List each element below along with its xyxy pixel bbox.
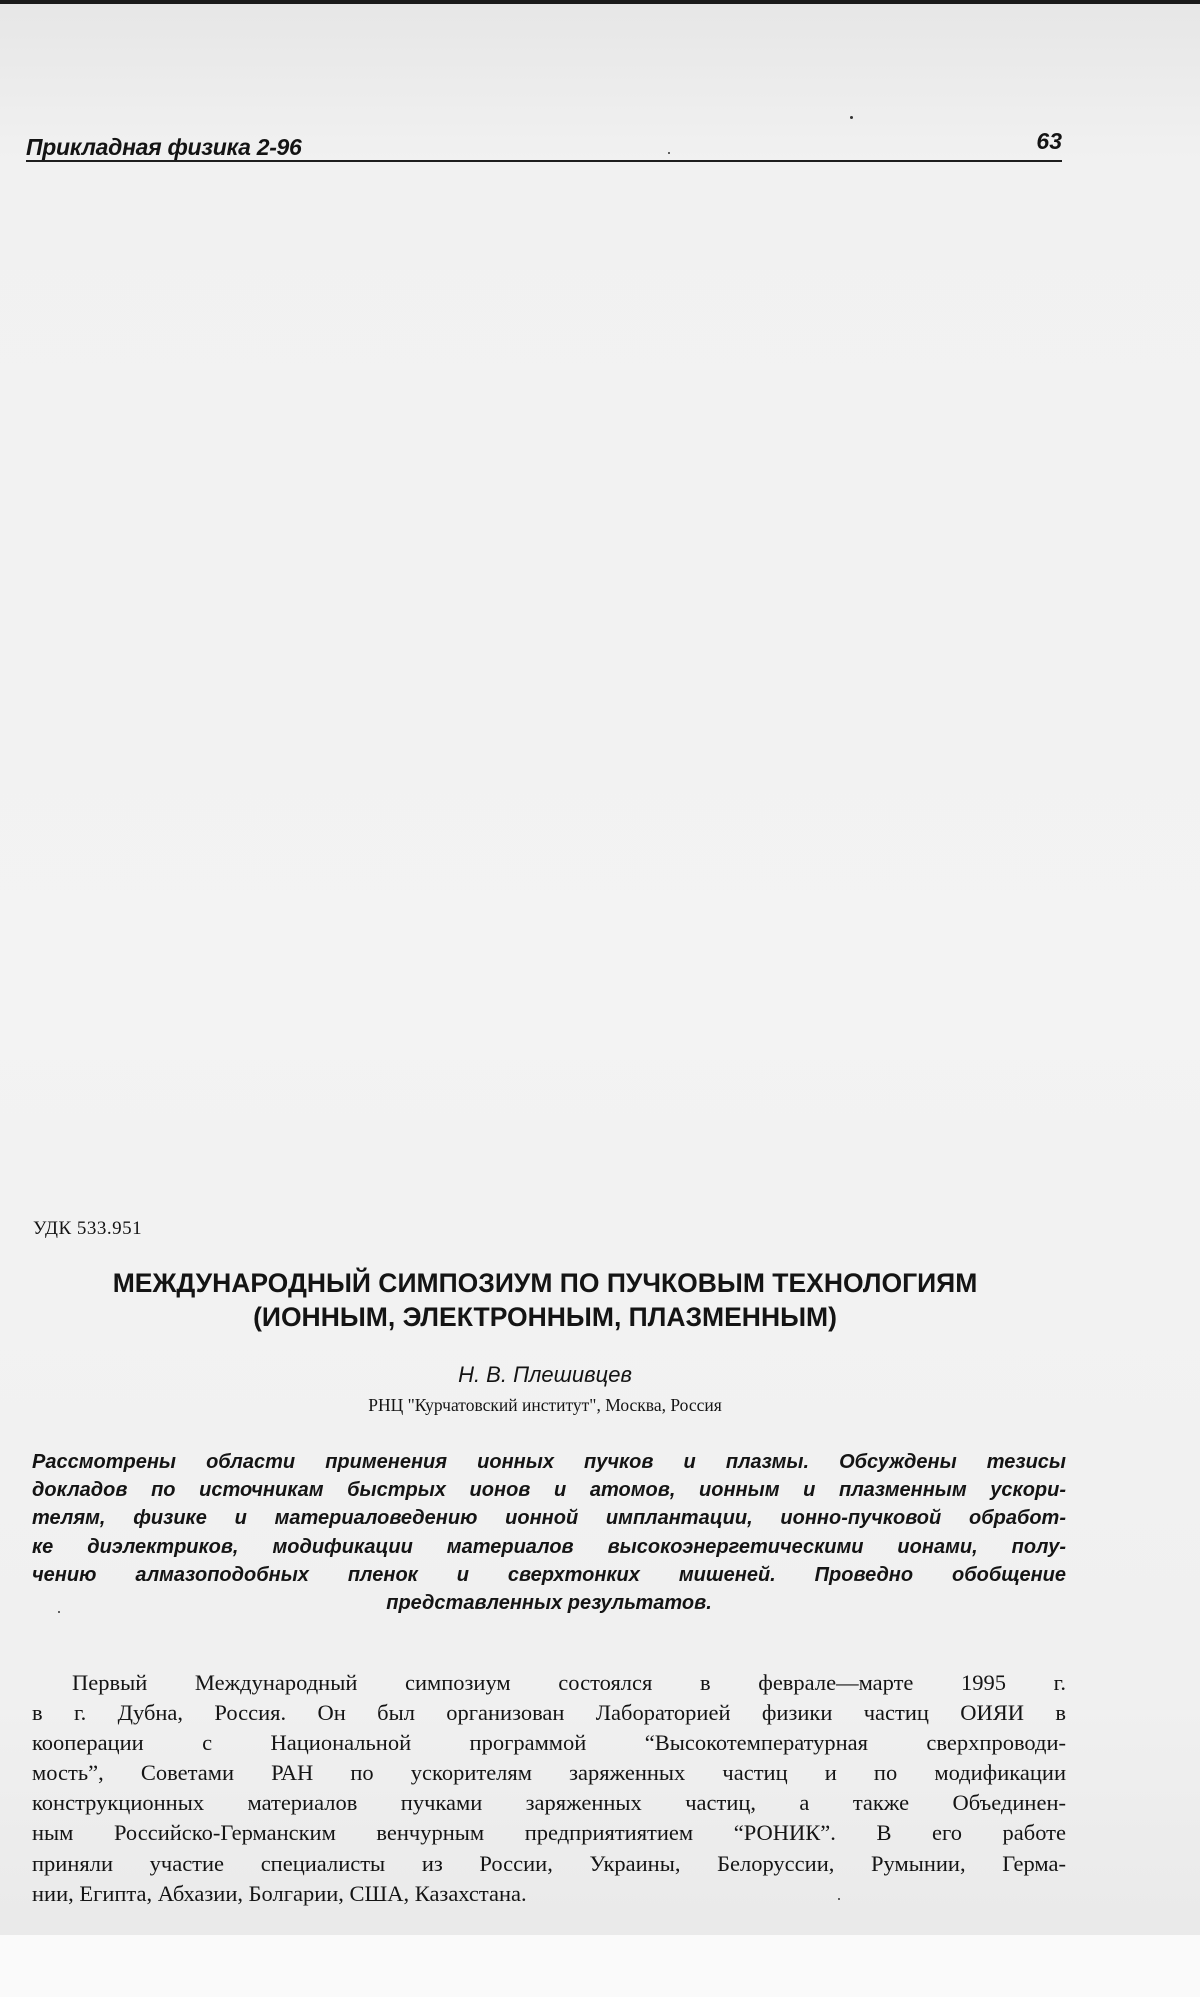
abstract-line: чению алмазоподобных пленок и сверхтонких мишеней. Проведно обобщение: [32, 1563, 1066, 1586]
udk-code: УДК 533.951: [33, 1218, 143, 1239]
title-line: МЕЖДУНАРОДНЫЙ СИМПОЗИУМ ПО ПУЧКОВЫМ ТЕХНОЛОГИЯМ: [112, 1268, 978, 1298]
header-rule: [26, 160, 1062, 162]
body-line: мость”, Советами РАН по ускорителям заряженных частиц и по модификации: [32, 1760, 1066, 1786]
title-line: (ИОННЫМ, ЭЛЕКТРОННЫМ, ПЛАЗМЕННЫМ): [253, 1302, 837, 1332]
scan-speck: [58, 1611, 60, 1613]
body-line: в г. Дубна, Россия. Он был организован Лабораторией физики частиц ОИЯИ в: [32, 1700, 1066, 1726]
body-paragraph: [32, 1668, 1066, 1909]
running-head: [26, 128, 1062, 162]
scan-speck: [850, 116, 853, 119]
abstract-line: докладов по источникам быстрых ионов и атомов, ионным и плазменным ускори-: [32, 1479, 1066, 1502]
scan-speck: [668, 152, 670, 154]
author-name: Н. В. Плешивцев: [458, 1362, 632, 1387]
abstract: [32, 1448, 1066, 1617]
body-line: конструкционных материалов пучками заряженных частиц, а также Объединен-: [32, 1790, 1066, 1816]
body-line: кооперации с Национальной программой “Высокотемпературная сверхпроводи-: [32, 1730, 1066, 1756]
scan-bottom-edge: [0, 1935, 1200, 1997]
journal-name: Прикладная физика 2-96: [26, 134, 302, 160]
abstract-line: представленных результатов.: [386, 1591, 712, 1614]
body-line: нии, Египта, Абхазии, Болгарии, США, Казахстана.: [32, 1880, 527, 1906]
author-affiliation: РНЦ "Курчатовский институт", Москва, Россия: [368, 1395, 722, 1415]
body-line: ным Российско-Германским венчурным предприятиятием “РОНИК”. В его работе: [32, 1820, 1066, 1846]
abstract-line: ке диэлектриков, модификации материалов высокоэнергетическими ионами, полу-: [32, 1535, 1066, 1558]
scan-speck: [838, 1898, 840, 1900]
body-line: приняли участие специалисты из России, Украины, Белоруссии, Румынии, Герма-: [32, 1850, 1066, 1876]
article-title: [30, 1266, 1060, 1334]
page-number: 63: [1036, 128, 1062, 154]
scan-top-edge: [0, 0, 1200, 4]
abstract-line: телям, физике и материаловедению ионной имплантации, ионно-пучковой обработ-: [32, 1507, 1066, 1530]
body-line: Первый Международный симпозиум состоялся в феврале—марте 1995 г.: [72, 1670, 1066, 1695]
abstract-line: Рассмотрены области применения ионных пучков и плазмы. Обсуждены тезисы: [32, 1451, 1066, 1473]
